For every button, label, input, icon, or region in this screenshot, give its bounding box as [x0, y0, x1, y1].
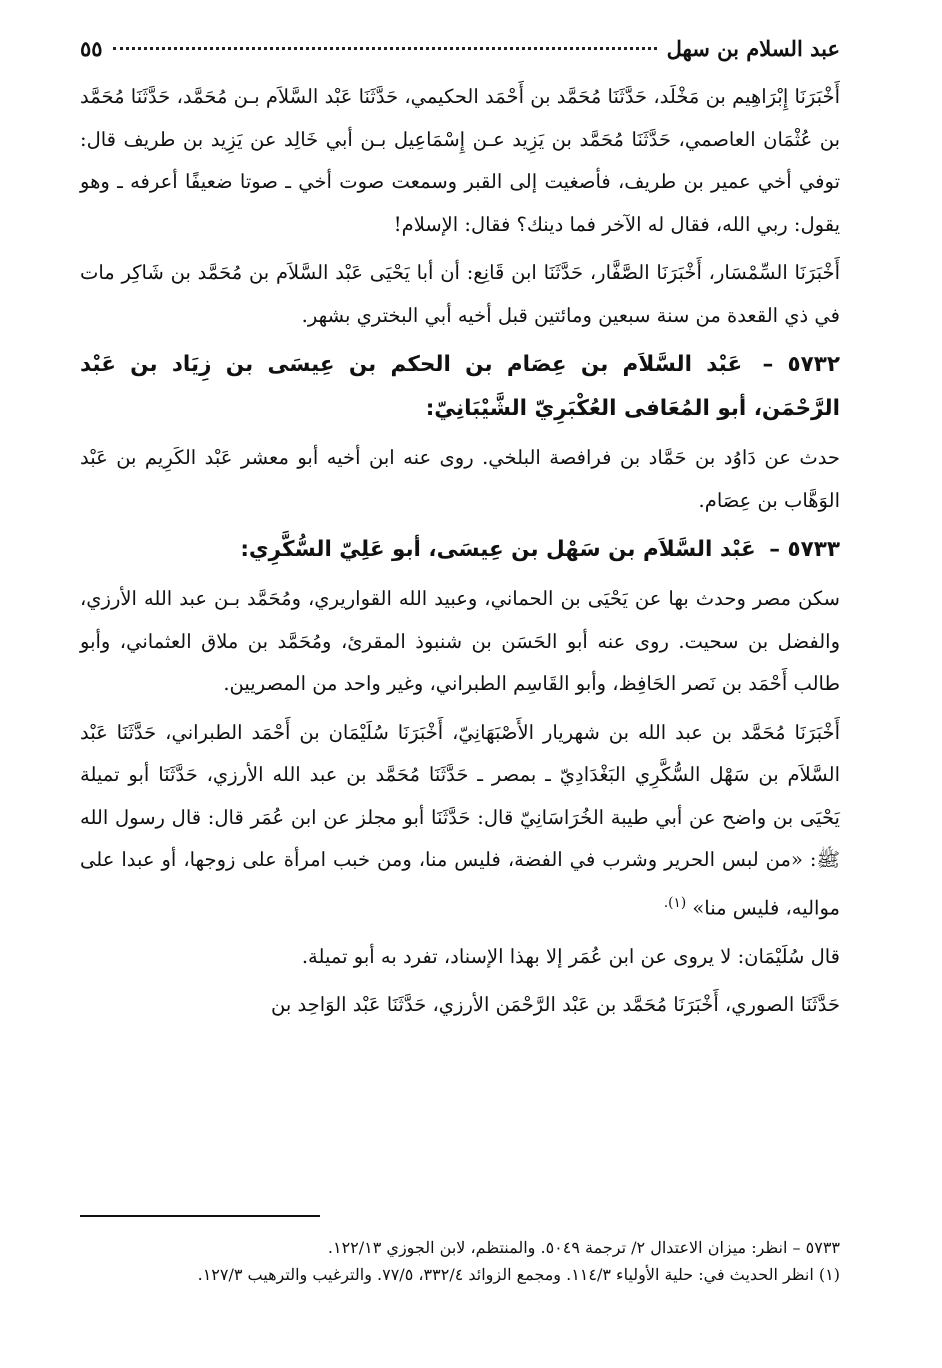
paragraph: قال سُلَيْمَان: لا يروى عن ابن عُمَر إلا بهذا الإسناد، تفرد به أبو تميلة. [301, 944, 840, 968]
entry-number: ٥٧٣٢ – [762, 352, 840, 377]
dotted-leader [113, 47, 657, 50]
entry-body-5733 [80, 578, 840, 1027]
entry-title: عَبْد السَّلاَم بن سَهْل بن عِيسَى، أبو عَلِيّ السُّكَّرِي: [240, 537, 756, 562]
footnotes [80, 1234, 840, 1288]
entry-title: عَبْد السَّلاَم بن عِصَام بن الحكم بن عِيسَى بن زِيَاد بن عَبْد الرَّحْمَن، أبو المُعَافى العُكْبَرِيّ الشَّيْبَانِيّ: [80, 352, 840, 421]
footnote: ٥٧٣٣ – انظر: ميزان الاعتدال ٢/ ترجمة ٥٠٤٩. والمنتظم، لابن الجوزي ١٢٢/١٣. [327, 1238, 840, 1257]
paragraph: أَخْبَرَنَا السِّمْسَار، أَخْبَرَنَا الصَّفَّار، حَدَّثَنَا ابن قَانِع: أن أبا يَحْيَى عَبْد السَّلاَم بن مُحَمَّد بن شَاكِر مات في ذي القعدة من سنة سبعين ومائتين قبل أخيه أبي البختري بشهر. [80, 261, 840, 327]
entry-number: ٥٧٣٣ – [769, 537, 840, 562]
paragraph [80, 712, 840, 930]
footnote-reference: (١). [663, 894, 687, 911]
page-number: ٥٥ [80, 36, 103, 61]
entry-body-5732 [80, 437, 840, 522]
paragraph: حَدَّثَنَا الصوري، أَخْبَرَنَا مُحَمَّد بن عَبْد الرَّحْمَن الأرزي، حَدَّثَنَا عَبْد الوَاحِد بن [270, 993, 840, 1016]
paragraph: حدث عن دَاوُد بن حَمَّاد بن فرافصة البلخي. روى عنه ابن أخيه أبو معشر عَبْد الكَرِيم بن عَبْد الوَهَّاب بن عِصَام. [80, 446, 840, 512]
entry-heading-5733 [80, 528, 840, 572]
book-page [80, 36, 840, 1356]
footnote-separator [80, 1215, 320, 1217]
main-text [80, 76, 840, 337]
running-title: عبد السلام بن سهل [666, 36, 840, 61]
page-header [80, 36, 840, 76]
paragraph: أَخْبَرَنَا إِبْرَاهِيم بن مَخْلَد، حَدَّثَنَا مُحَمَّد بن أَحْمَد الحكيمي، حَدَّثَنَا عَبْد السَّلاَم بـن مُحَمَّد، حَدَّثَنَا مُحَمَّد بن عُثْمَان العاصمي، حَدَّثَنَا مُحَمَّد بن يَزِيد عـن إِسْمَاعِيل بـن أبي خَالِد عن يَزِيد بن طريف قال: توفي أخي عمير بن طريف، فأصغيت إلى القبر وسمعت صوت أخي ـ صوتا ضعيفًا أعرفه ـ وهو يقول: ربي الله، فقال له الآخر فما دينك؟ فقال: الإسلام! [80, 85, 840, 236]
entry-heading-5732 [80, 343, 840, 431]
footnote: (١) انظر الحديث في: حلية الأولياء ١١٤/٣. ومجمع الزوائد ٣٣٢/٤، ٧٧/٥. والترغيب والترهيب ١٢٧/٣. [197, 1265, 840, 1284]
paragraph: سكن مصر وحدث بها عن يَحْيَى بن الحماني، وعبيد الله القواريري، ومُحَمَّد بـن عبد الله الأرزي، والفضل بن سحيت. روى عنه أبو الحَسَن بن شنبوذ المقرئ، ومُحَمَّد بن ملاق العثماني، وأبو طالب أَحْمَد بن نَصر الحَافِظ، وأبو القَاسِم الطبراني، وغير واحد من المصريين. [80, 587, 840, 695]
hadith-paragraph-text: أَخْبَرَنَا مُحَمَّد بن عبد الله بن شهريار الأَصْبَهَانِيّ، أَخْبَرَنَا سُلَيْمَان بن أَحْمَد الطبراني، حَدَّثَنَا عَبْد السَّلاَم بن سَهْل السُّكَّرِي البَغْدَادِيّ ـ بمصر ـ حَدَّثَنَا مُحَمَّد بن عبد الله الأرزي، حَدَّثَنَا أبو تميلة يَحْيَى بن واضح عن أبي طيبة الخُرَاسَانِيّ قال: حَدَّثَنَا أبو مجلز عن ابن عُمَر قال: قال رسول الله ﷺ: «من لبس الحرير وشرب في الفضة، فليس منا، ومن خبب امرأة على زوجها، أو عبدا على مواليه، فليس منا» [80, 720, 840, 919]
